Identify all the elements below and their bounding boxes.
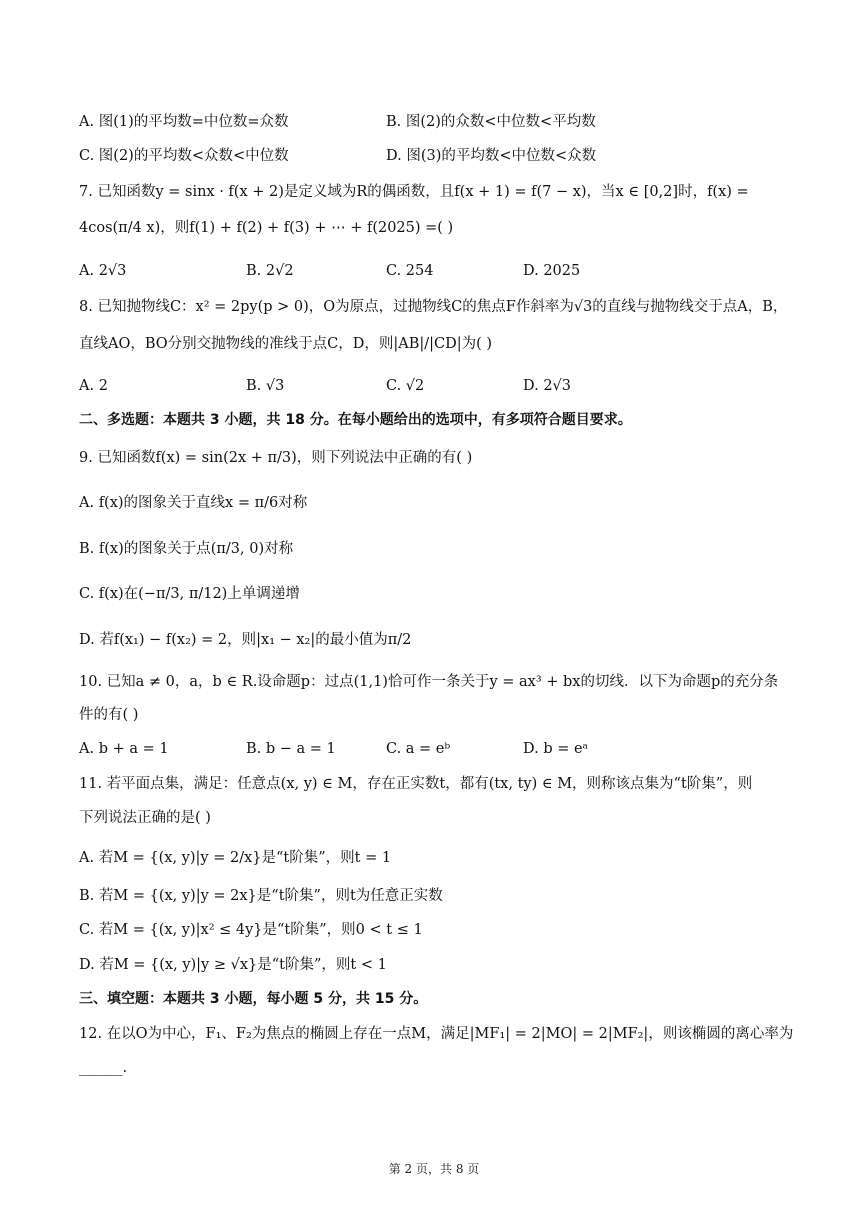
- q11-option-a: A. 若M = {(x, y)|y = 2/x}是“t阶集”，则t = 1: [79, 850, 392, 866]
- q10-option-a: A. b + a = 1: [79, 741, 169, 757]
- q11-option-d: D. 若M = {(x, y)|y ≥ √x}是“t阶集”，则t < 1: [79, 957, 387, 973]
- q7-option-a: A. 2√3: [79, 263, 127, 279]
- q10-option-d: D. b = eᵃ: [523, 741, 589, 757]
- q10-option-c: C. a = eᵇ: [386, 741, 451, 757]
- q11-stem-line1: 11. 若平面点集，满足：任意点(x, y) ∈ M，存在正实数t，都有(tx, ty) ∈ M，则称该点集为“t阶集”，则: [79, 776, 753, 792]
- q10-stem-line2: 件的有( ): [79, 707, 139, 723]
- q9-option-c: C. f(x)在(−π/3, π/12)上单调递增: [79, 586, 300, 602]
- q8-option-b: B. √3: [246, 378, 285, 394]
- q8-stem-line2: 直线AO，BO分别交抛物线的准线于点C，D，则|AB|/|CD|为( ): [79, 336, 493, 352]
- q12-answer-blank: ______.: [79, 1060, 128, 1076]
- q8-stem-line1: 8. 已知抛物线C：x² = 2py(p > 0)，O为原点，过抛物线C的焦点F作斜率为√3的直线与抛物线交于点A，B，: [79, 299, 788, 315]
- q11-stem-line2: 下列说法正确的是( ): [79, 810, 211, 826]
- q10-option-b: B. b − a = 1: [246, 741, 336, 757]
- q7-stem-line2: 4cos(π/4 x)，则f(1) + f(2) + f(3) + ⋯ + f(2025) =( ): [79, 220, 454, 236]
- q8-option-c: C. √2: [386, 378, 425, 394]
- q12-stem-line1: 12. 在以O为中心，F₁、F₂为焦点的椭圆上存在一点M，满足|MF₁| = 2|MO| = 2|MF₂|，则该椭圆的离心率为: [79, 1026, 794, 1042]
- q9-option-a: A. f(x)的图象关于直线x = π/6对称: [79, 495, 308, 511]
- q7-option-b: B. 2√2: [246, 263, 294, 279]
- q11-option-c: C. 若M = {(x, y)|x² ≤ 4y}是“t阶集”，则0 < t ≤ 1: [79, 922, 423, 938]
- q10-stem-line1: 10. 已知a ≠ 0，a，b ∈ R.设命题p：过点(1,1)恰可作一条关于y = ax³ + bx的切线．以下为命题p的充分条: [79, 674, 779, 690]
- q11-option-b: B. 若M = {(x, y)|y = 2x}是“t阶集”，则t为任意正实数: [79, 888, 443, 904]
- q7-option-c: C. 254: [386, 263, 434, 279]
- section-fill-in-heading: 三、填空题：本题共 3 小题，每小题 5 分，共 15 分。: [79, 991, 428, 1007]
- q6-option-b: B. 图(2)的众数<中位数<平均数: [386, 114, 596, 130]
- section-multiple-choice-heading: 二、多选题：本题共 3 小题，共 18 分。在每小题给出的选项中，有多项符合题目要求。: [79, 412, 632, 428]
- q6-option-a: A. 图(1)的平均数=中位数=众数: [79, 114, 289, 130]
- q6-option-d: D. 图(3)的平均数<中位数<众数: [386, 148, 597, 164]
- q9-stem: 9. 已知函数f(x) = sin(2x + π/3)，则下列说法中正确的有( ): [79, 450, 473, 466]
- q8-option-a: A. 2: [79, 378, 108, 394]
- q9-option-d: D. 若f(x₁) − f(x₂) = 2，则|x₁ − x₂|的最小值为π/2: [79, 632, 412, 648]
- q9-option-b: B. f(x)的图象关于点(π/3, 0)对称: [79, 541, 294, 557]
- q6-option-c: C. 图(2)的平均数<众数<中位数: [79, 148, 289, 164]
- page-number: 第 2 页，共 8 页: [388, 1162, 480, 1176]
- q7-option-d: D. 2025: [523, 263, 581, 279]
- q8-option-d: D. 2√3: [523, 378, 572, 394]
- q7-stem-line1: 7. 已知函数y = sinx · f(x + 2)是定义域为R的偶函数，且f(x + 1) = f(7 − x)，当x ∈ [0,2]时，f(x) =: [79, 184, 749, 200]
